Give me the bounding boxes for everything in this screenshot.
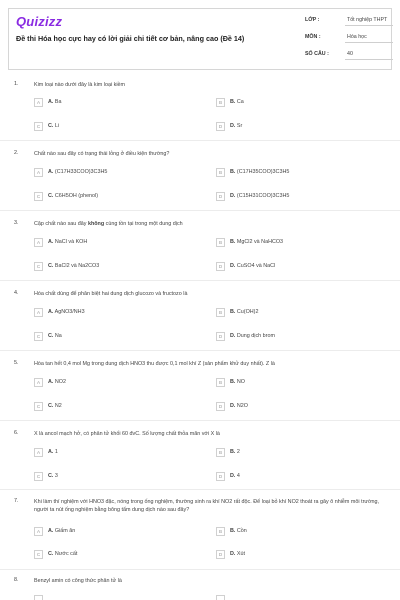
option-c[interactable] bbox=[34, 192, 184, 204]
option-text: 1 bbox=[54, 449, 58, 455]
option-box: D bbox=[216, 402, 225, 411]
quizizz-logo: Quizizz bbox=[16, 14, 63, 29]
option-text: 3 bbox=[54, 473, 58, 479]
option-c[interactable] bbox=[34, 122, 184, 134]
option-letter: B. bbox=[230, 528, 236, 534]
question-number: 6. bbox=[14, 430, 19, 436]
option-letter: B. bbox=[230, 239, 236, 245]
option-box: B bbox=[216, 378, 225, 387]
divider bbox=[0, 210, 400, 211]
worksheet-header bbox=[8, 8, 392, 70]
option-b[interactable] bbox=[216, 527, 366, 539]
option-box: A bbox=[34, 308, 43, 317]
option-a[interactable] bbox=[34, 308, 184, 320]
option-box: B bbox=[216, 238, 225, 247]
question-number: 3. bbox=[14, 220, 19, 226]
option-d[interactable] bbox=[216, 122, 366, 134]
option-box: A bbox=[34, 527, 43, 536]
option-letter: C. bbox=[48, 333, 54, 339]
question-text: Benzyl amin có công thức phân tử là bbox=[34, 578, 122, 584]
option-c[interactable] bbox=[34, 332, 184, 344]
option-letter: C. bbox=[48, 473, 54, 479]
option-text: Dung dịch brom bbox=[236, 333, 275, 339]
option-text: C6H5OH (phenol) bbox=[54, 193, 99, 199]
option-text: CuSO4 và NaCl bbox=[236, 263, 276, 269]
option-a[interactable] bbox=[34, 238, 184, 250]
option-box: C bbox=[34, 122, 43, 131]
option-a[interactable] bbox=[34, 168, 184, 180]
option-letter: D. bbox=[230, 123, 236, 129]
option-box: B bbox=[216, 527, 225, 536]
option-box: C bbox=[34, 192, 43, 201]
option-letter: C. bbox=[48, 551, 54, 557]
option-letter: D. bbox=[230, 473, 236, 479]
option-letter: A. bbox=[48, 309, 54, 315]
option-box bbox=[34, 595, 43, 600]
worksheet-title: Đề thi Hóa học cực hay có lời giải chi tiết cơ bản, nâng cao (Đề 14) bbox=[16, 34, 245, 43]
option-text: NaCl và KOH bbox=[54, 239, 88, 245]
option-letter: A. bbox=[48, 99, 54, 105]
divider bbox=[0, 569, 400, 570]
option-b[interactable] bbox=[216, 98, 366, 110]
option-box: A bbox=[34, 238, 43, 247]
option-b[interactable] bbox=[216, 378, 366, 390]
count-label: SỐ CÂU : bbox=[305, 51, 329, 57]
subject-label: MÔN : bbox=[305, 34, 321, 40]
option-text: Ba bbox=[54, 99, 62, 105]
emphasis-word: không bbox=[87, 221, 105, 227]
count-underline bbox=[345, 59, 393, 60]
question-text: Kim loại nào dưới đây là kim loại kiềm bbox=[34, 82, 126, 88]
option-b[interactable] bbox=[216, 168, 366, 180]
option-text: Nước cất bbox=[54, 551, 78, 557]
divider bbox=[0, 489, 400, 490]
option-letter: D. bbox=[230, 333, 236, 339]
question-text: X là ancol mạch hở, có phân tử khối 60 đvC. Số lượng chất thỏa mãn với X là bbox=[34, 431, 220, 437]
question-number: 8. bbox=[14, 577, 19, 583]
class-value: Tốt nghiệp THPT bbox=[347, 17, 388, 23]
divider bbox=[0, 280, 400, 281]
option-text: (C15H31COO)3C3H5 bbox=[236, 193, 290, 199]
option-box: D bbox=[216, 192, 225, 201]
option-b[interactable] bbox=[216, 308, 366, 320]
option-text: Cồn bbox=[236, 528, 247, 534]
option-d[interactable] bbox=[216, 262, 366, 274]
option-box: D bbox=[216, 262, 225, 271]
option-text: 4 bbox=[236, 473, 240, 479]
option-letter: B. bbox=[230, 449, 236, 455]
option-text: MgCl2 và NaHCO3 bbox=[236, 239, 284, 245]
option-box: A bbox=[34, 378, 43, 387]
option-a[interactable] bbox=[34, 448, 184, 460]
option-letter: C. bbox=[48, 123, 54, 129]
option-box: D bbox=[216, 122, 225, 131]
option-text: (C17H35COO)3C3H5 bbox=[236, 169, 290, 175]
option-box: B bbox=[216, 448, 225, 457]
option-text: Ca bbox=[236, 99, 244, 105]
option-text: (C17H33COO)3C3H5 bbox=[54, 169, 108, 175]
question-text: Khi làm thí nghiệm với HNO3 đặc, nóng trong ống nghiệm, thường sinh ra khí NO2 rất độc. Để loại bỏ khí NO2 thoát ra gây ô nhiễm môi trường, người ta nút ống nghiệm bằng bông tẩm dung dịch nào sau đây? bbox=[34, 499, 380, 514]
option-text: N2 bbox=[54, 403, 62, 409]
question-text: Cặp chất nào sau đây không cùng tồn tại trong một dung dịch bbox=[34, 221, 183, 227]
option-letter: A. bbox=[48, 169, 54, 175]
option-letter: D. bbox=[230, 551, 236, 557]
option-b[interactable] bbox=[216, 448, 366, 460]
option-box: D bbox=[216, 332, 225, 341]
question-text: Hóa chất dùng để phân biệt hai dung dịch glucozo và fructozo là bbox=[34, 291, 188, 297]
option-d[interactable] bbox=[216, 402, 366, 414]
option-text: Xút bbox=[236, 551, 245, 557]
subject-value: Hóa học bbox=[347, 34, 367, 40]
option-b[interactable] bbox=[216, 238, 366, 250]
option-box: C bbox=[34, 402, 43, 411]
option-letter: D. bbox=[230, 403, 236, 409]
option-c[interactable] bbox=[34, 402, 184, 414]
option-letter: B. bbox=[230, 169, 236, 175]
option-letter: A. bbox=[48, 379, 54, 385]
option-text: NO bbox=[236, 379, 245, 385]
option-letter: A. bbox=[48, 449, 54, 455]
question-number: 2. bbox=[14, 150, 19, 156]
option-box: A bbox=[34, 448, 43, 457]
option-text: BaCl2 và Na2CO3 bbox=[54, 263, 100, 269]
option-letter: A. bbox=[48, 239, 54, 245]
option-letter: D. bbox=[230, 193, 236, 199]
option-b[interactable] bbox=[216, 595, 366, 600]
divider bbox=[0, 350, 400, 351]
option-a[interactable] bbox=[34, 98, 184, 110]
option-letter: A. bbox=[48, 528, 54, 534]
option-box: D bbox=[216, 550, 225, 559]
count-value: 40 bbox=[347, 51, 353, 57]
question-text: Chất nào sau đây có trạng thái lỏng ở điều kiện thường? bbox=[34, 151, 170, 157]
option-box: D bbox=[216, 472, 225, 481]
option-letter: C. bbox=[48, 193, 54, 199]
option-d[interactable] bbox=[216, 332, 366, 344]
option-box: C bbox=[34, 262, 43, 271]
question-number: 4. bbox=[14, 290, 19, 296]
option-text: Na bbox=[54, 333, 62, 339]
subject-underline bbox=[345, 42, 393, 43]
option-letter: C. bbox=[48, 263, 54, 269]
option-letter: B. bbox=[230, 99, 236, 105]
option-box: C bbox=[34, 332, 43, 341]
option-text: Sr bbox=[236, 123, 243, 129]
option-box: A bbox=[34, 98, 43, 107]
option-text: N2O bbox=[236, 403, 248, 409]
option-text: 2 bbox=[236, 449, 240, 455]
option-box: A bbox=[34, 168, 43, 177]
option-a[interactable] bbox=[34, 595, 184, 600]
option-d[interactable] bbox=[216, 192, 366, 204]
option-box: C bbox=[34, 472, 43, 481]
option-text: Li bbox=[54, 123, 60, 129]
option-c[interactable] bbox=[34, 550, 184, 562]
option-letter: D. bbox=[230, 263, 236, 269]
option-c[interactable] bbox=[34, 472, 184, 484]
question-number: 1. bbox=[14, 81, 19, 87]
option-box: C bbox=[34, 550, 43, 559]
option-box: B bbox=[216, 168, 225, 177]
option-a[interactable] bbox=[34, 527, 184, 539]
option-letter: C. bbox=[48, 403, 54, 409]
option-letter: B. bbox=[230, 309, 236, 315]
question-text: Hòa tan hết 0,4 mol Mg trong dung dịch HNO3 thu được 0,1 mol khí Z (sản phẩm khử duy nhất). Z là bbox=[34, 361, 275, 367]
class-underline bbox=[345, 25, 393, 26]
option-text: Giấm ăn bbox=[54, 528, 76, 534]
option-d[interactable] bbox=[216, 472, 366, 484]
option-letter: B. bbox=[230, 379, 236, 385]
option-d[interactable] bbox=[216, 550, 366, 562]
question-number: 7. bbox=[14, 498, 19, 504]
divider bbox=[0, 140, 400, 141]
option-box: B bbox=[216, 98, 225, 107]
option-a[interactable] bbox=[34, 378, 184, 390]
option-text: Cu(OH)2 bbox=[236, 309, 259, 315]
divider bbox=[0, 420, 400, 421]
option-box: B bbox=[216, 308, 225, 317]
option-text: AgNO3/NH3 bbox=[54, 309, 85, 315]
class-label: LỚP : bbox=[305, 17, 320, 23]
question-number: 5. bbox=[14, 360, 19, 366]
option-text: NO2 bbox=[54, 379, 66, 385]
option-c[interactable] bbox=[34, 262, 184, 274]
option-box bbox=[216, 595, 225, 600]
